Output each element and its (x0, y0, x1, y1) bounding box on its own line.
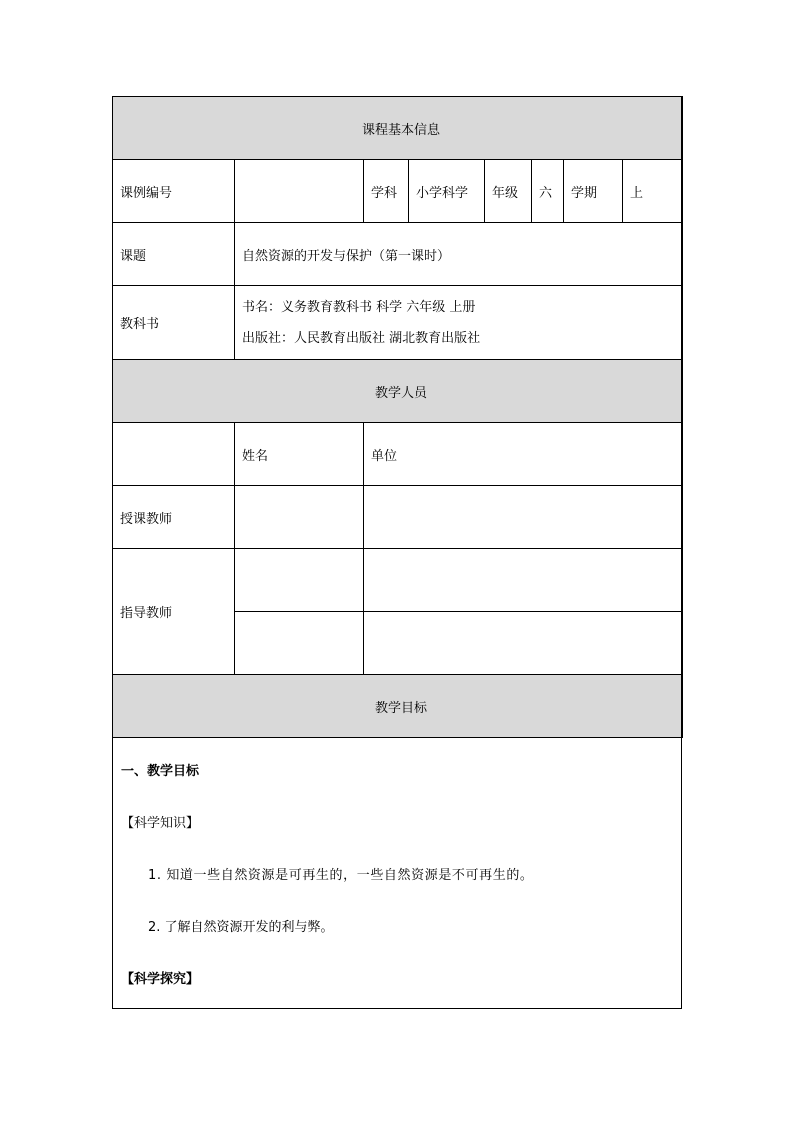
knowledge-title: 【科学知识】 (121, 816, 200, 831)
topic-value: 自然资源的开发与保护（第一课时） (235, 223, 683, 286)
subject-value: 小学科学 (409, 160, 485, 223)
objectives-header: 教学目标 (113, 675, 683, 738)
term-label: 学期 (564, 160, 623, 223)
knowledge-item-1: 1. 知道一些自然资源是可再生的，一些自然资源是不可再生的。 (148, 868, 534, 883)
inquiry-title: 【科学探究】 (121, 972, 200, 987)
grade-value: 六 (532, 160, 564, 223)
name-column-header: 姓名 (235, 423, 364, 486)
topic-label: 课题 (113, 223, 235, 286)
textbook-publisher: 出版社：人民教育出版社 湖北教育出版社 (242, 330, 481, 346)
knowledge-item-2: 2. 了解自然资源开发的利与弊。 (148, 920, 334, 935)
term-value: 上 (623, 160, 683, 223)
lecturer-label: 授课教师 (113, 486, 235, 549)
case-no-label: 课例编号 (113, 160, 235, 223)
textbook-title: 书名：义务教育教科书 科学 六年级 上册 (242, 299, 476, 315)
course-info-header: 课程基本信息 (113, 97, 683, 160)
advisor-label: 指导教师 (113, 549, 235, 675)
grade-label: 年级 (485, 160, 532, 223)
subject-label: 学科 (364, 160, 409, 223)
unit-column-header: 单位 (364, 423, 683, 486)
objectives-body (113, 738, 681, 1008)
objectives-heading: 一、教学目标 (121, 764, 200, 779)
teachers-header: 教学人员 (113, 360, 683, 423)
textbook-label: 教科书 (113, 286, 235, 360)
